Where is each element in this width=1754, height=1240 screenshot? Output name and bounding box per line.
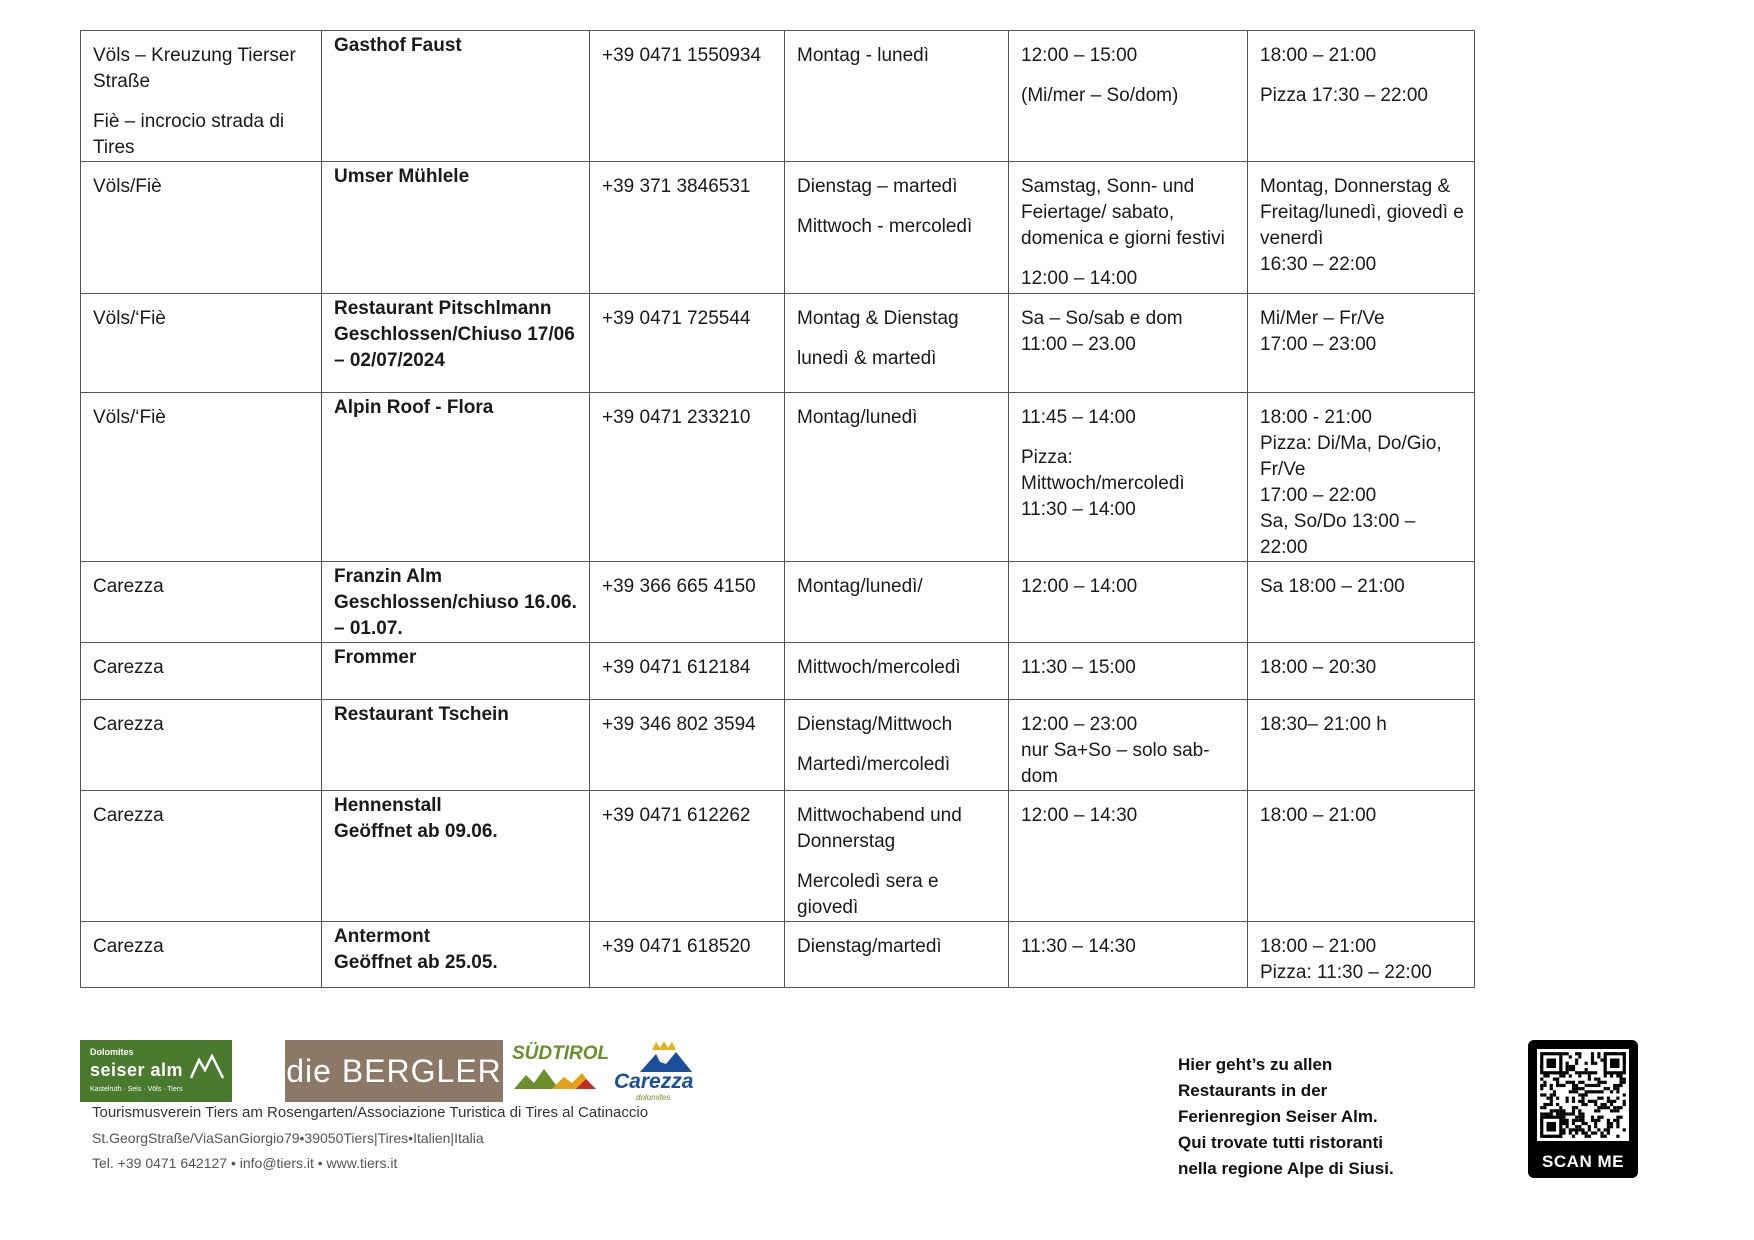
lunch-hours-cell — [1009, 562, 1248, 643]
cell-line: Mittwoch - mercoledì — [797, 216, 973, 237]
cell-line: Carezza — [93, 657, 164, 678]
cell-line: Umser Mühlele — [334, 166, 470, 187]
lunch-hours-cell — [1009, 162, 1248, 294]
restaurant-name-cell — [322, 791, 590, 922]
seiser-alm-logo-sub: Kastelruth · Seis · Völs · Tiers — [90, 1086, 183, 1093]
seiser-alm-logo-text: seiser alm — [90, 1060, 184, 1080]
cell-line: Gasthof Faust — [334, 35, 462, 56]
location-cell — [81, 562, 322, 643]
cell-line: Völs/‘Fiè — [93, 407, 166, 428]
location-cell — [81, 922, 322, 988]
cell-line: Dienstag – martedì — [797, 176, 958, 197]
scan-me-label: SCAN ME — [1542, 1152, 1624, 1171]
cell-line: Pizza 17:30 – 22:00 — [1260, 85, 1428, 106]
cell-line: Sa 18:00 – 21:00 — [1260, 576, 1405, 597]
cell-line: 17:00 – 23:00 — [1260, 334, 1377, 355]
carezza-logo-text: Carezza — [614, 1070, 694, 1093]
cell-line: Geöffnet ab 09.06. — [334, 821, 498, 842]
closing-day-cell — [785, 294, 1009, 393]
table-row — [81, 643, 1475, 700]
cell-line: Geöffnet ab 25.05. — [334, 952, 498, 973]
cell-line: 18:00 – 21:00 — [1260, 936, 1377, 957]
phone-cell[interactable]: +39 0471 618520 — [590, 922, 785, 988]
suedtirol-mountains-icon — [512, 1065, 604, 1091]
cell-line: 18:00 – 21:00 — [1260, 805, 1377, 826]
restaurant-name-cell — [322, 162, 590, 294]
cell-line: Pizza: Mittwoch/mercoledì — [1021, 447, 1185, 494]
cell-line: Mittwochabend und Donnerstag — [797, 805, 962, 852]
restaurant-name-cell — [322, 562, 590, 643]
table-row — [81, 700, 1475, 791]
lunch-hours-cell — [1009, 294, 1248, 393]
cell-line: Samstag, Sonn- und Feiertage/ sabato, domenica e giorni festivi — [1021, 176, 1225, 249]
table-row — [81, 791, 1475, 922]
closing-day-cell — [785, 562, 1009, 643]
location-cell — [81, 643, 322, 700]
cell-line: 11:30 – 15:00 — [1021, 657, 1136, 678]
cell-line: Völs/‘Fiè — [93, 308, 166, 329]
dinner-hours-cell — [1248, 922, 1475, 988]
cell-line: 18:00 – 20:30 — [1260, 657, 1377, 678]
hint-line: Hier geht’s zu allen — [1178, 1055, 1333, 1074]
restaurant-name-cell — [322, 643, 590, 700]
cell-line: 11:45 – 14:00 — [1021, 407, 1136, 428]
cell-line: Hennenstall — [334, 795, 442, 816]
cell-line: Franzin Alm — [334, 566, 443, 587]
phone-cell[interactable]: +39 0471 612262 — [590, 791, 785, 922]
cell-line: 11:30 – 14:00 — [1021, 499, 1136, 520]
closing-day-cell — [785, 791, 1009, 922]
mountain-icon — [190, 1054, 224, 1080]
restaurant-schedule-table — [80, 30, 1475, 988]
carezza-logo-sub: dolomites — [636, 1093, 671, 1102]
dinner-hours-cell — [1248, 294, 1475, 393]
cell-line: Montag/lunedì — [797, 407, 918, 428]
restaurant-name-cell — [322, 393, 590, 562]
cell-line: Restaurant Tschein — [334, 704, 509, 725]
schedule-body — [81, 31, 1475, 988]
cell-line: Geschlossen/Chiuso 17/06 – 02/07/2024 — [334, 324, 575, 371]
cell-line: Dienstag/Mittwoch — [797, 714, 953, 735]
restaurant-name-cell — [322, 294, 590, 393]
suedtirol-logo — [512, 1043, 610, 1099]
cell-line: 17:00 – 22:00 — [1260, 485, 1377, 506]
hint-line: Qui trovate tutti ristoranti — [1178, 1133, 1383, 1152]
phone-cell[interactable]: +39 371 3846531 — [590, 162, 785, 294]
cell-line: Alpin Roof - Flora — [334, 397, 494, 418]
location-cell — [81, 791, 322, 922]
qr-code-icon — [1537, 1049, 1629, 1141]
closing-day-cell — [785, 700, 1009, 791]
cell-line: Völs – Kreuzung Tierser Straße — [93, 45, 296, 92]
seiser-alm-logo — [80, 1040, 232, 1102]
restaurant-name-cell — [322, 922, 590, 988]
cell-line: Montag/lunedì/ — [797, 576, 923, 597]
location-cell — [81, 393, 322, 562]
cell-line: 12:00 – 23:00 — [1021, 714, 1138, 735]
phone-cell[interactable]: +39 0471 1550934 — [590, 31, 785, 162]
cell-line: Antermont — [334, 926, 431, 947]
cell-line: Montag - lunedì — [797, 45, 930, 66]
dinner-hours-cell — [1248, 31, 1475, 162]
die-bergler-logo: die BERGLER — [285, 1040, 503, 1102]
phone-cell[interactable]: +39 346 802 3594 — [590, 700, 785, 791]
cell-line: 18:30– 21:00 h — [1260, 714, 1387, 735]
closing-day-cell — [785, 162, 1009, 294]
cell-line: lunedì & martedì — [797, 348, 937, 369]
all-restaurants-hint — [1178, 1052, 1394, 1182]
cell-line: 16:30 – 22:00 — [1260, 254, 1377, 275]
cell-line: 18:00 – 21:00 — [1260, 45, 1377, 66]
lunch-hours-cell — [1009, 700, 1248, 791]
table-row — [81, 294, 1475, 393]
restaurant-name-cell — [322, 700, 590, 791]
cell-line: (Mi/mer – So/dom) — [1021, 85, 1179, 106]
closing-day-cell — [785, 31, 1009, 162]
closing-day-cell — [785, 922, 1009, 988]
suedtirol-logo-text: SÜDTIROL — [512, 1043, 610, 1064]
lunch-hours-cell — [1009, 31, 1248, 162]
carezza-logo — [614, 1040, 700, 1102]
dinner-hours-cell — [1248, 562, 1475, 643]
dinner-hours-cell — [1248, 700, 1475, 791]
cell-line: Restaurant Pitschlmann — [334, 298, 552, 319]
dinner-hours-cell — [1248, 162, 1475, 294]
cell-line: 18:00 - 21:00 — [1260, 407, 1372, 428]
lunch-hours-cell — [1009, 643, 1248, 700]
phone-cell[interactable]: +39 0471 612184 — [590, 643, 785, 700]
dinner-hours-cell — [1248, 791, 1475, 922]
restaurant-name-cell — [322, 31, 590, 162]
table-row — [81, 562, 1475, 643]
cell-line: Pizza: 11:30 – 22:00 — [1260, 962, 1432, 983]
cell-line: 11:30 – 14:30 — [1021, 936, 1136, 957]
location-cell — [81, 700, 322, 791]
location-cell — [81, 294, 322, 393]
closing-day-cell — [785, 393, 1009, 562]
cell-line: 12:00 – 15:00 — [1021, 45, 1138, 66]
lunch-hours-cell — [1009, 791, 1248, 922]
phone-cell[interactable]: +39 0471 725544 — [590, 294, 785, 393]
seiser-alm-logo-small: Dolomites — [90, 1047, 134, 1057]
cell-line: Sa – So/sab e dom — [1021, 308, 1183, 329]
cell-line: Montag, Donnerstag & Freitag/lunedì, giovedì e venerdì — [1260, 176, 1464, 249]
cell-line: nur Sa+So – solo sab-dom — [1021, 740, 1210, 787]
hint-line: Ferienregion Seiser Alm. — [1178, 1107, 1378, 1126]
hint-line: Restaurants in der — [1178, 1081, 1328, 1100]
cell-line: 12:00 – 14:00 — [1021, 576, 1138, 597]
cell-line: Mi/Mer – Fr/Ve — [1260, 308, 1385, 329]
cell-line: Carezza — [93, 714, 164, 735]
cell-line: 11:00 – 23.00 — [1021, 334, 1136, 355]
association-name: Tourismusverein Tiers am Rosengarten/Associazione Turistica di Tires al Catinaccio — [92, 1104, 649, 1121]
cell-line: Mercoledì sera e giovedì — [797, 871, 939, 918]
cell-line: Carezza — [93, 936, 164, 957]
table-row — [81, 31, 1475, 162]
hint-line: nella regione Alpe di Siusi. — [1178, 1159, 1394, 1178]
cell-line: Carezza — [93, 576, 164, 597]
cell-line: Fiè – incrocio strada di Tires — [93, 111, 285, 158]
dinner-hours-cell — [1248, 393, 1475, 562]
carezza-crest-icon — [634, 1040, 694, 1074]
location-cell — [81, 162, 322, 294]
cell-line: Mittwoch/mercoledì — [797, 657, 961, 678]
closing-day-cell — [785, 643, 1009, 700]
cell-line: Geschlossen/chiuso 16.06. – 01.07. — [334, 592, 577, 639]
table-row — [81, 393, 1475, 562]
location-cell — [81, 31, 322, 162]
lunch-hours-cell — [1009, 922, 1248, 988]
cell-line: 12:00 – 14:00 — [1021, 268, 1138, 289]
cell-line: Frommer — [334, 647, 417, 668]
cell-line: Sa, So/Do 13:00 – 22:00 — [1260, 511, 1416, 558]
qr-code[interactable] — [1528, 1040, 1638, 1178]
phone-cell[interactable]: +39 0471 233210 — [590, 393, 785, 562]
association-address: St.GeorgStraße/ViaSanGiorgio79•39050Tiers|Tires•Italien|Italia — [92, 1130, 484, 1146]
lunch-hours-cell — [1009, 393, 1248, 562]
association-contact: Tel. +39 0471 642127 • info@tiers.it • www.tiers.it — [92, 1155, 398, 1171]
cell-line: Montag & Dienstag — [797, 308, 959, 329]
cell-line: 12:00 – 14:30 — [1021, 805, 1138, 826]
table-row — [81, 162, 1475, 294]
cell-line: Carezza — [93, 805, 164, 826]
cell-line: Pizza: Di/Ma, Do/Gio, Fr/Ve — [1260, 433, 1442, 480]
cell-line: Martedì/mercoledì — [797, 754, 951, 775]
cell-line: Völs/Fiè — [93, 176, 162, 197]
table-row — [81, 922, 1475, 988]
dinner-hours-cell — [1248, 643, 1475, 700]
cell-line: Dienstag/martedì — [797, 936, 942, 957]
phone-cell[interactable]: +39 366 665 4150 — [590, 562, 785, 643]
